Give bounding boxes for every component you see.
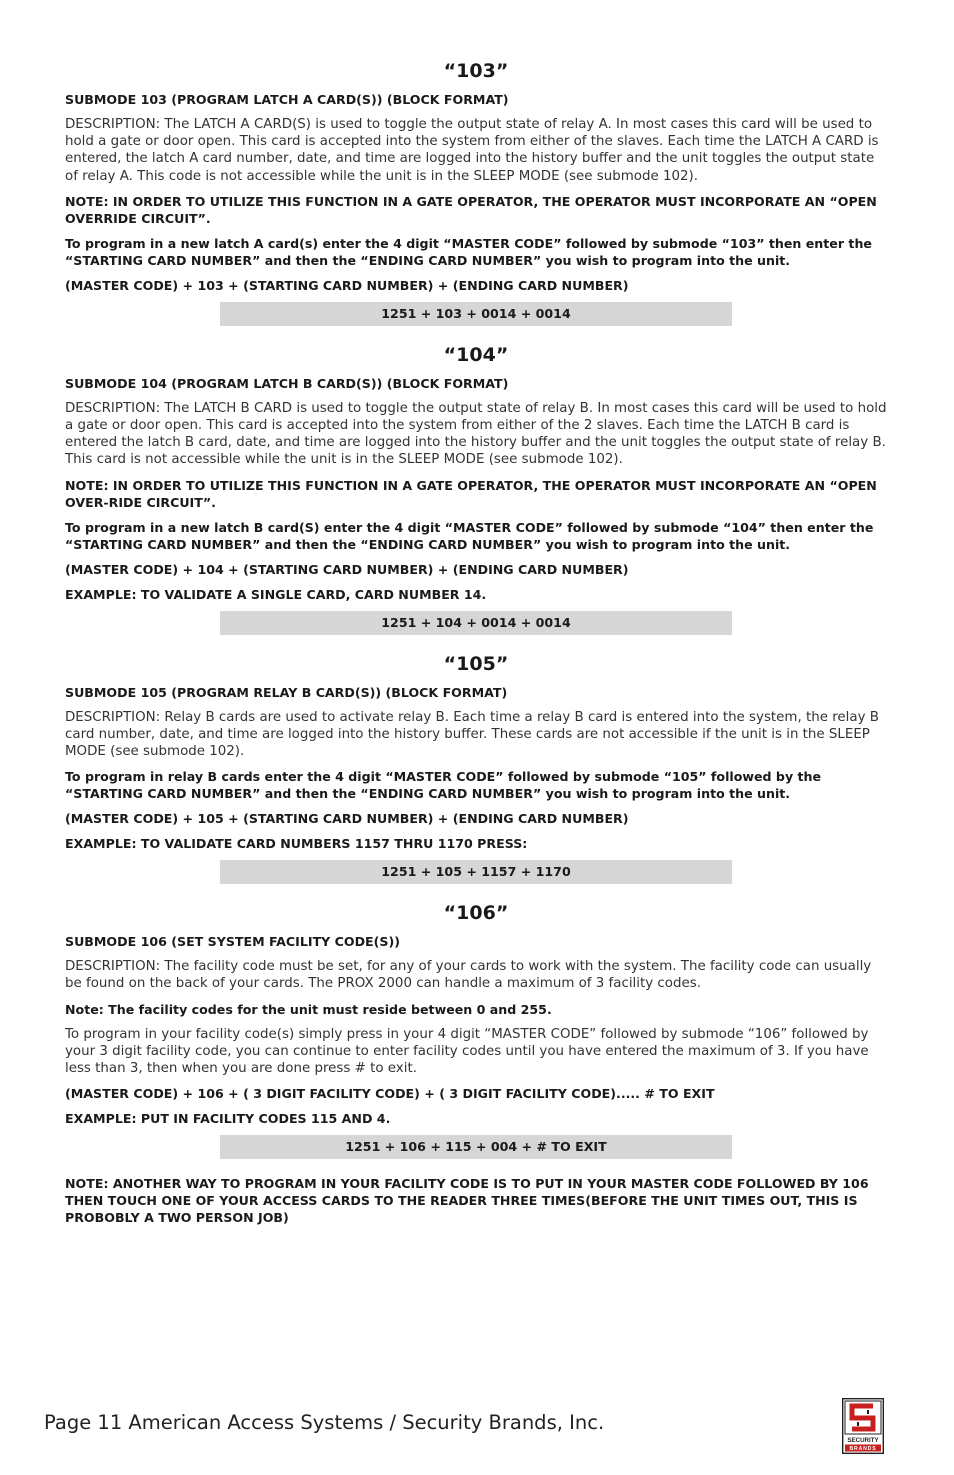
example-label: EXAMPLE: TO VALIDATE CARD NUMBERS 1157 THRU 1170 PRESS:: [65, 836, 528, 852]
code-example-box: 1251 + 103 + 0014 + 0014: [220, 302, 732, 326]
description: DESCRIPTION: Relay B cards are used to activate relay B. Each time a relay B card is entered into the system, the relay B card number, date, and time are logged into the history buffer. These cards are not accessible if the unit is in the SLEEP MODE (see submode 102).: [65, 709, 879, 760]
closing-note: NOTE: ANOTHER WAY TO PROGRAM IN YOUR FACILITY CODE IS TO PUT IN YOUR MASTER CODE FOLLOWED BY 106 THEN TOUCH ONE OF YOUR ACCESS CARDS TO THE READER THREE TIMES(BEFORE THE UNIT TIMES OUT, THIS IS PROBOBLY A TWO PERSON JOB): [65, 1176, 869, 1226]
code-example-box: 1251 + 105 + 1157 + 1170: [220, 860, 732, 884]
page-content: [65, 60, 887, 1234]
formula: (MASTER CODE) + 106 + ( 3 DIGIT FACILITY CODE) + ( 3 DIGIT FACILITY CODE)..... # TO EXIT: [65, 1086, 715, 1102]
security-brands-logo-icon: [842, 1398, 884, 1454]
description: DESCRIPTION: The facility code must be set, for any of your cards to work with the system. The facility code can usually be found on the back of your cards. The PROX 2000 can handle a maximum of 3 facility codes.: [65, 959, 872, 992]
note: NOTE: IN ORDER TO UTILIZE THIS FUNCTION IN A GATE OPERATOR, THE OPERATOR MUST INCORPORATE AN “OPEN OVERRIDE CIRCUIT”.: [65, 193, 877, 226]
submode-title: SUBMODE 106 (SET SYSTEM FACILITY CODE(S)): [65, 934, 401, 950]
instructions: To program in your facility code(s) simply press in your 4 digit “MASTER CODE” followed by submode “106” followed by your 3 digit facility code, you can continue to enter facility codes until you have entered the maximum of 3. If you have less than 3, then when you are done press # to exit.: [65, 1026, 869, 1077]
section-heading: “105”: [443, 652, 509, 675]
instructions: To program in relay B cards enter the 4 digit “MASTER CODE” followed by submode “105” followed by the “STARTING CARD NUMBER” and then the “ENDING CARD NUMBER” you wish to program into the unit.: [65, 769, 822, 802]
formula: (MASTER CODE) + 103 + (STARTING CARD NUMBER) + (ENDING CARD NUMBER): [65, 277, 629, 293]
section-105: [65, 653, 887, 885]
description: DESCRIPTION: The LATCH A CARD(S) is used to toggle the output state of relay A. In most cases this card will be used to hold a gate or door open. This card is accepted into the system from either of the slaves. Each time the LATCH A CARD is entered, the latch A card number, date, and time are logged into the history buffer and the unit toggles the output state of relay A. This code is not accessible while the unit is in the SLEEP MODE (see submode 102).: [65, 117, 879, 184]
example-label: EXAMPLE: TO VALIDATE A SINGLE CARD, CARD NUMBER 14.: [65, 586, 487, 602]
code-example-box: 1251 + 106 + 115 + 004 + # TO EXIT: [220, 1135, 732, 1159]
formula: (MASTER CODE) + 105 + (STARTING CARD NUMBER) + (ENDING CARD NUMBER): [65, 811, 629, 827]
submode-title: SUBMODE 103 (PROGRAM LATCH A CARD(S)) (BLOCK FORMAT): [65, 92, 509, 107]
section-106: [65, 902, 887, 1226]
submode-title: SUBMODE 105 (PROGRAM RELAY B CARD(S)) (BLOCK FORMAT): [65, 684, 508, 700]
logo-line1: SECURITY: [847, 1437, 879, 1444]
description: DESCRIPTION: The LATCH B CARD is used to toggle the output state of relay B. In most cases this card will be used to hold a gate or door open. This card is accepted into the system from either of the 2 slaves. Each time the LATCH B card is entered the latch B card, date, and time are logged into the history buffer and the unit toggles the output state of relay B. This card is not accessible while the unit is in the SLEEP MODE (see submode 102).: [65, 400, 887, 468]
section-heading: “104”: [443, 343, 509, 366]
section-104: [65, 344, 887, 635]
section-heading: “106”: [443, 902, 509, 925]
code-example-box: 1251 + 104 + 0014 + 0014: [220, 611, 732, 635]
example-label: EXAMPLE: PUT IN FACILITY CODES 115 AND 4.: [65, 1111, 391, 1127]
note: NOTE: IN ORDER TO UTILIZE THIS FUNCTION IN A GATE OPERATOR, THE OPERATOR MUST INCORPORATE AN “OPEN OVER-RIDE CIRCUIT”.: [65, 477, 877, 510]
formula: (MASTER CODE) + 104 + (STARTING CARD NUMBER) + (ENDING CARD NUMBER): [65, 561, 629, 577]
instructions: To program in a new latch B card(S) enter the 4 digit “MASTER CODE” followed by submode “104” then enter the “STARTING CARD NUMBER” and then the “ENDING CARD NUMBER” you wish to program into the unit.: [65, 519, 874, 552]
section-heading: “103”: [443, 60, 509, 82]
logo-line2: BRANDS: [849, 1446, 877, 1453]
instructions: To program in a new latch A card(s) enter the 4 digit “MASTER CODE” followed by submode “103” then enter the “STARTING CARD NUMBER” and then the “ENDING CARD NUMBER” you wish to program into the unit.: [65, 235, 872, 268]
section-103: [65, 60, 887, 326]
page-footer: Page 11 American Access Systems / Security Brands, Inc.: [44, 1411, 605, 1434]
submode-title: SUBMODE 104 (PROGRAM LATCH B CARD(S)) (BLOCK FORMAT): [65, 375, 509, 391]
note: Note: The facility codes for the unit must reside between 0 and 255.: [65, 1001, 552, 1017]
